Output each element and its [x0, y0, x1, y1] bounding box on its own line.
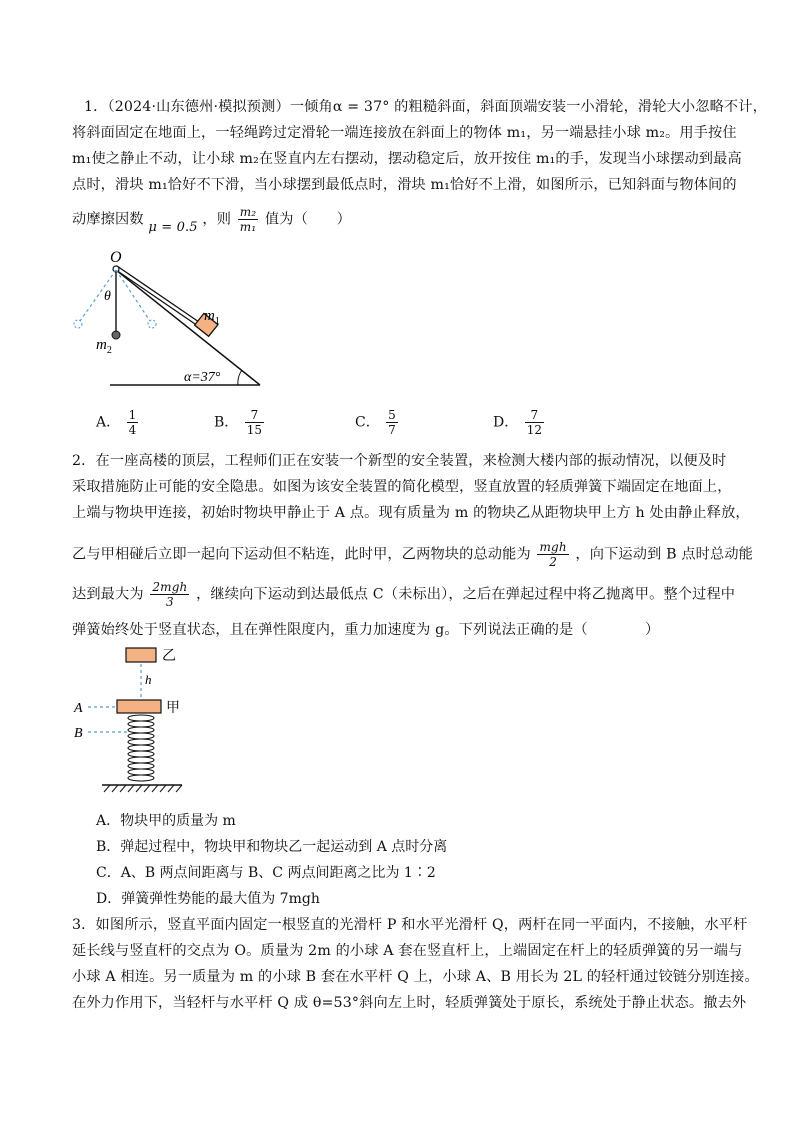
q3-line-4: 在外力作用下，当轻杆与水平杆 Q 成 θ=53°斜向左上时，轻质弹簧处于原长，系统处于静止状态。撤去外: [72, 995, 747, 1011]
q1-option-c-label: C．: [355, 414, 380, 431]
q1-ratio-fraction: [238, 205, 259, 234]
q2-line-4: [72, 540, 753, 569]
q1-prefix: 动摩擦因数: [72, 211, 144, 228]
q1-option-a-den: 4: [128, 423, 137, 437]
label-jia: 甲: [166, 701, 180, 716]
q2-ke1-fraction: [537, 540, 568, 569]
q1-option-a[interactable]: [96, 408, 140, 437]
q2-ke1-num: mgh: [539, 540, 567, 554]
q1-option-b[interactable]: [214, 408, 266, 437]
q1-line-3: m₁使之静止不动，让小球 m₂在竖直内左右摆动，摆动稳定后，放开按住 m₁的手，发现当小球摆动到最高: [72, 151, 742, 167]
q1-option-c-den: 7: [388, 423, 396, 437]
q1-option-c-fraction: [386, 408, 398, 437]
q2-ke2-den: 3: [165, 595, 174, 609]
ball-left-dashed: [74, 320, 82, 328]
label-O: O: [110, 249, 122, 266]
q1-option-d-den: 12: [526, 423, 542, 437]
q1-incline-figure: [66, 248, 276, 393]
label-yi: 乙: [162, 649, 176, 664]
incline-surface: [116, 270, 260, 385]
label-m2-main: m: [96, 337, 107, 353]
q2-option-c[interactable]: C．A、B 两点间距离与 B、C 两点间距离之比为 1∶2: [96, 865, 436, 881]
q2-line-6: 弹簧始终处于竖直状态，且在弹性限度内，重力加速度为 g。下列说法正确的是（ ）: [72, 622, 660, 638]
q2-line-5: [72, 580, 735, 609]
q1-option-a-num: 1: [128, 408, 137, 422]
q1-line-5: [72, 205, 351, 234]
q1-option-d-num: 7: [525, 408, 544, 423]
block-yi: [126, 648, 156, 662]
q2-line-2: 采取措施防止可能的安全隐患。如图为该安全装置的简化模型，竖直放置的轻质弹簧下端固定在地面上，: [72, 479, 732, 495]
q2-line-5-prefix: 达到最大为: [72, 586, 144, 603]
label-angle: α=37°: [184, 370, 221, 385]
label-m1-sub: 1: [214, 316, 220, 327]
q2-ke2-num: 2mgh: [152, 580, 188, 594]
q1-option-c[interactable]: [355, 408, 400, 437]
rope-to-block-top: [117, 266, 199, 322]
q3-line-3: 小球 A 相连。另一质量为 m 的小球 B 套在水平杆 Q 上，小球 A、B 用长为 2L 的轻杆通过铰链分别连接。: [72, 969, 759, 985]
q1-option-b-fraction: [245, 408, 264, 437]
q3-line-2: 延长线与竖直杆的交点为 O。质量为 2m 的小球 A 套在竖直杆上，上端固定在杆上的轻质弹簧的另一端与: [72, 943, 743, 959]
label-h: h: [145, 672, 152, 687]
q1-suffix: 值为（ ）: [264, 211, 351, 228]
q1-line-1: 1．（2024·山东德州·模拟预测）一倾角α = 37° 的粗糙斜面，斜面顶端安装一小滑轮，滑轮大小忽略不计，: [84, 99, 767, 115]
label-A: A: [74, 701, 83, 716]
q1-line-2: 将斜面固定在地面上，一轻绳跨过定滑轮一端连接放在斜面上的物体 m₁，另一端悬挂小球 m₂。用手按住: [72, 125, 737, 141]
q1-option-c-num: 5: [388, 408, 396, 422]
q1-option-d-fraction: [525, 408, 544, 437]
label-m1-main: m: [204, 308, 215, 324]
label-m2: [96, 337, 112, 356]
q1-option-d-label: D．: [493, 414, 519, 431]
spring-coils: [128, 715, 154, 781]
label-theta: θ: [104, 289, 111, 304]
q2-ke1-den: 2: [549, 555, 557, 569]
q2-line-4-suffix: ，向下运动到 B 点时总动能: [575, 546, 754, 563]
label-m2-sub: 2: [106, 345, 112, 356]
q1-line-4: 点时，滑块 m₁恰好不下滑，当小球摆到最低点时，滑块 m₁恰好不上滑，如图所示，已知斜面与物体间的: [72, 177, 737, 193]
label-B: B: [74, 726, 83, 741]
ball-m2: [112, 331, 120, 339]
q1-mu: μ = 0.5: [148, 219, 198, 235]
ball-right-dashed: [148, 320, 156, 328]
q2-line-4-prefix: 乙与甲相碰后立即一起向下运动但不粘连，此时甲，乙两物块的总动能为: [72, 546, 531, 563]
q2-spring-figure: [66, 642, 206, 802]
q2-option-a[interactable]: A．物块甲的质量为 m: [96, 813, 236, 829]
ground-hatching: [104, 785, 182, 792]
q2-line-5-suffix: ，继续向下运动到达最低点 C（未标出），之后在弹起过程中将乙抛离甲。整个过程中: [196, 586, 736, 603]
block-jia: [117, 700, 161, 713]
q1-option-a-label: A．: [96, 414, 121, 431]
q2-line-3: 上端与物块甲连接，初始时物块甲静止于 A 点。现有质量为 m 的物块乙从距物块甲上方 h 处由静止释放，: [72, 505, 750, 521]
angle-arc: [238, 370, 242, 385]
q1-option-a-fraction: [127, 408, 139, 437]
q2-option-d[interactable]: D．弹簧弹性势能的最大值为 7mgh: [96, 891, 320, 907]
q2-line-1: 2．在一座高楼的顶层，工程师们正在安装一个新型的安全装置，来检测大楼内部的振动情况，以便及时: [72, 453, 727, 469]
q2-ke2-fraction: [150, 580, 189, 609]
q1-ratio-numerator: m₂: [239, 205, 257, 219]
q1-option-b-num: 7: [245, 408, 264, 423]
q2-option-b[interactable]: B．弹起过程中，物块甲和物块乙一起运动到 A 点时分离: [96, 839, 448, 855]
q1-option-d[interactable]: [493, 408, 546, 437]
q1-ratio-denominator: m₁: [239, 220, 257, 234]
q1-option-b-label: B．: [214, 414, 239, 431]
q1-then: ，则: [202, 211, 232, 228]
q3-line-1: 3．如图所示，竖直平面内固定一根竖直的光滑杆 P 和水平光滑杆 Q，两杆在同一平面内，不接触，水平杆: [72, 917, 748, 933]
rope-to-block: [116, 270, 198, 326]
q1-option-b-den: 15: [246, 423, 263, 437]
